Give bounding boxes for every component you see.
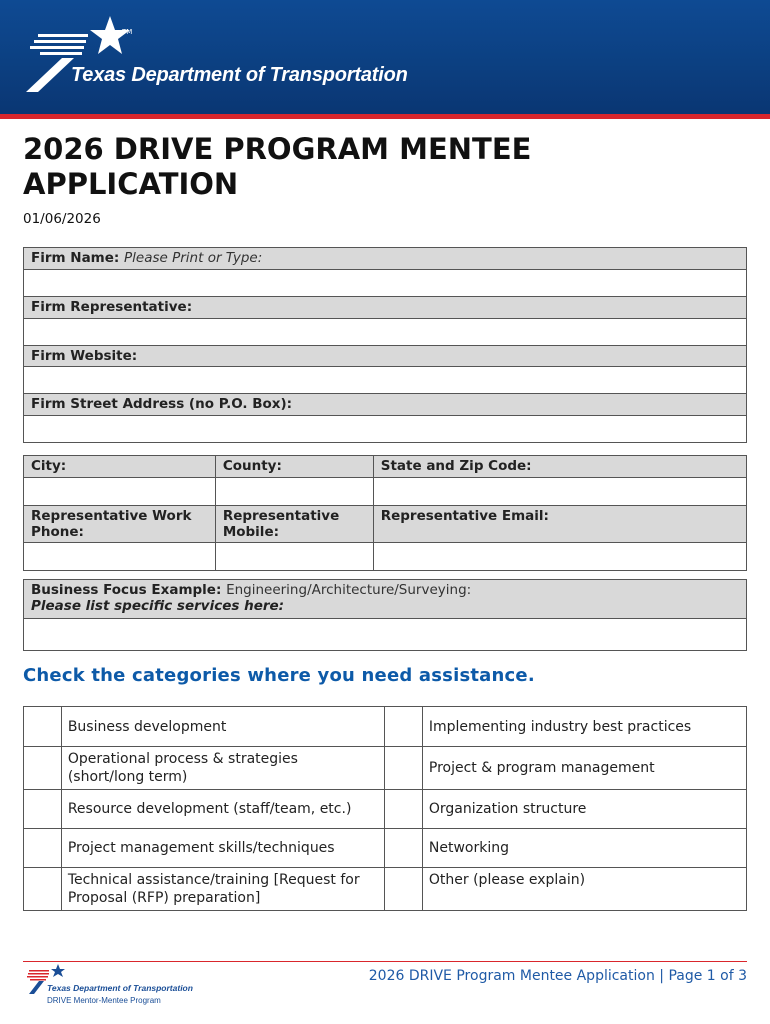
firm-representative-field[interactable] [24, 319, 746, 338]
org-name: Texas Department of Transportation [71, 64, 408, 86]
rep-work-phone-label: Representative Work Phone: [24, 506, 216, 543]
firm-website-field[interactable] [24, 367, 746, 386]
rep-mobile-label: Representative Mobile: [215, 506, 373, 543]
business-focus-example: Engineering/Architecture/Surveying: [226, 582, 472, 598]
table-row [24, 829, 747, 868]
table-row [24, 707, 747, 747]
business-focus-instruction: Please list specific services here: [31, 598, 285, 614]
assistance-table [23, 706, 747, 911]
county-field[interactable] [216, 478, 373, 497]
state-zip-field[interactable] [374, 478, 746, 497]
document-date: 01/06/2026 [23, 211, 101, 227]
category-label: Networking [422, 829, 746, 868]
rep-email-field[interactable] [374, 543, 746, 562]
business-focus-table [23, 579, 747, 651]
business-focus-field[interactable] [24, 619, 746, 638]
rep-mobile-field[interactable] [216, 543, 373, 562]
state-zip-label: State and Zip Code: [373, 456, 746, 478]
firm-name-label: Firm Name: Please Print or Type: [24, 248, 747, 270]
trademark-mark: TM [122, 28, 133, 36]
county-label: County: [215, 456, 373, 478]
firm-info-table [23, 247, 747, 443]
header-band [0, 0, 770, 114]
category-label: Operational process & strategies (short/long term) [61, 747, 384, 790]
category-label: Project & program management [422, 747, 746, 790]
footer-divider [23, 961, 747, 962]
category-label: Project management skills/techniques [61, 829, 384, 868]
city-field[interactable] [24, 478, 215, 497]
footer-program-name: DRIVE Mentor-Mentee Program [47, 996, 161, 1005]
contact-table [23, 455, 747, 571]
category-label: Resource development (staff/team, etc.) [61, 790, 384, 829]
footer-org-name: Texas Department of Transportation [47, 983, 193, 993]
rep-work-phone-field[interactable] [24, 543, 215, 562]
firm-website-label: Firm Website: [24, 346, 747, 367]
category-label: Organization structure [422, 790, 746, 829]
firm-representative-label: Firm Representative: [24, 297, 747, 319]
category-label: Other (please explain) [422, 868, 746, 911]
business-focus-label: Business Focus Example: Engineering/Architecture/Surveying: Please list specific services here: [24, 580, 747, 619]
table-row [24, 747, 747, 790]
category-label: Business development [61, 707, 384, 747]
firm-name-field[interactable] [24, 270, 746, 289]
category-label: Implementing industry best practices [422, 707, 746, 747]
table-row [24, 868, 747, 911]
firm-name-hint: Please Print or Type: [124, 250, 263, 266]
assistance-heading: Check the categories where you need assistance. [23, 665, 535, 686]
page-title: 2026 DRIVE PROGRAM MENTEE APPLICATION [23, 132, 532, 201]
firm-address-field[interactable] [24, 416, 746, 435]
firm-address-label: Firm Street Address (no P.O. Box): [24, 394, 747, 416]
category-label: Technical assistance/training [Request for Proposal (RFP) preparation] [61, 868, 384, 911]
header-divider [0, 114, 770, 119]
city-label: City: [24, 456, 216, 478]
table-row [24, 790, 747, 829]
rep-email-label: Representative Email: [373, 506, 746, 543]
page-number-label: 2026 DRIVE Program Mentee Application | Page 1 of 3 [368, 968, 747, 984]
